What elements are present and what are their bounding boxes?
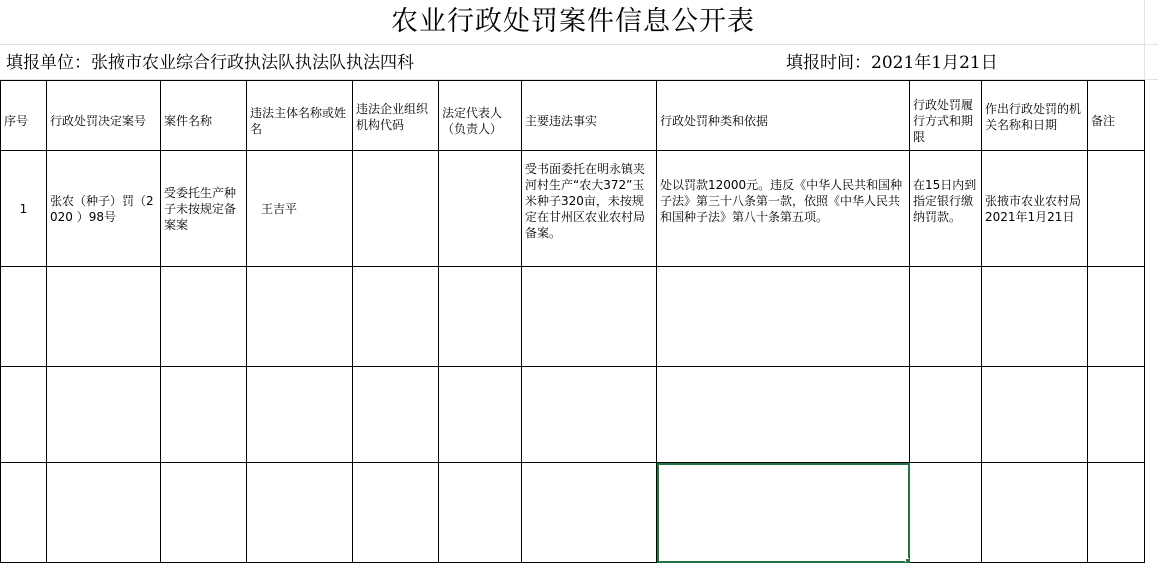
empty-cell[interactable] (47, 463, 161, 563)
header-org-code[interactable]: 违法企业组织机构代码 (353, 81, 439, 151)
table-row (1, 267, 1145, 367)
header-decision-no[interactable]: 行政处罚决定案号 (47, 81, 161, 151)
empty-cell[interactable] (247, 367, 353, 463)
empty-cell[interactable] (982, 367, 1088, 463)
empty-cell[interactable] (1088, 267, 1145, 367)
empty-cell[interactable] (247, 267, 353, 367)
empty-cell[interactable] (910, 367, 982, 463)
empty-cell[interactable] (1088, 463, 1145, 563)
empty-cell[interactable] (47, 267, 161, 367)
header-row (1, 81, 1145, 151)
header-penalty-basis[interactable]: 行政处罚种类和依据 (657, 81, 910, 151)
empty-cell[interactable] (439, 463, 522, 563)
empty-cell[interactable] (910, 463, 982, 563)
reporting-unit: 填报单位：张掖市农业综合行政执法队执法队执法四科 (6, 53, 414, 73)
empty-cell[interactable] (982, 463, 1088, 563)
page-title: 农业行政处罚案件信息公开表 (391, 6, 755, 37)
header-subject-name[interactable]: 违法主体名称或姓名 (247, 81, 353, 151)
empty-cell[interactable] (522, 367, 657, 463)
empty-cell[interactable] (353, 267, 439, 367)
cell-authority[interactable]: 张掖市农业农村局 2021年1月21日 (982, 151, 1088, 267)
header-case-name[interactable]: 案件名称 (161, 81, 247, 151)
empty-cell[interactable] (247, 463, 353, 563)
empty-cell[interactable] (982, 267, 1088, 367)
selected-cell[interactable] (657, 463, 910, 563)
header-legal-rep[interactable]: 法定代表人（负责人） (439, 81, 522, 151)
header-seq[interactable]: 序号 (1, 81, 47, 151)
empty-cell[interactable] (657, 267, 910, 367)
fill-handle[interactable] (905, 558, 910, 563)
header-remarks[interactable]: 备注 (1088, 81, 1145, 151)
table-row (1, 463, 1145, 563)
empty-cell[interactable] (1, 463, 47, 563)
empty-cell[interactable] (1, 367, 47, 463)
cell-subject-name[interactable]: 王吉平 (247, 151, 353, 267)
empty-cell[interactable] (1, 267, 47, 367)
cell-case-name[interactable]: 受委托生产种子未按规定备案案 (161, 151, 247, 267)
table-row (1, 367, 1145, 463)
cell-remarks[interactable] (1088, 151, 1145, 267)
header-authority[interactable]: 作出行政处罚的机关名称和日期 (982, 81, 1088, 151)
cell-org-code[interactable] (353, 151, 439, 267)
header-execution[interactable]: 行政处罚履行方式和期限 (910, 81, 982, 151)
empty-cell[interactable] (522, 463, 657, 563)
empty-cell[interactable] (522, 267, 657, 367)
cell-decision-no[interactable]: 张农（种子）罚（2020 ）98号 (47, 151, 161, 267)
header-facts[interactable]: 主要违法事实 (522, 81, 657, 151)
empty-cell[interactable] (161, 267, 247, 367)
empty-cell[interactable] (657, 367, 910, 463)
table-row (1, 151, 1145, 267)
reporting-time: 填报时间：2021年1月21日 (786, 53, 998, 73)
empty-cell[interactable] (353, 463, 439, 563)
empty-cell[interactable] (47, 367, 161, 463)
cell-penalty-basis[interactable]: 处以罚款12000元。违反《中华人民共和国种子法》第三十八条第一款，依照《中华人民共和国种子法》第八十条第五项。 (657, 151, 910, 267)
cell-facts[interactable]: 受书面委托在明永镇夹河村生产“农大372”玉米种子320亩，未按规定在甘州区农业农村局备案。 (522, 151, 657, 267)
empty-cell[interactable] (161, 463, 247, 563)
empty-cell[interactable] (439, 367, 522, 463)
penalty-table (0, 80, 1145, 563)
empty-cell[interactable] (161, 367, 247, 463)
empty-cell[interactable] (910, 267, 982, 367)
cell-seq[interactable]: 1 (1, 151, 47, 267)
empty-cell[interactable] (439, 267, 522, 367)
empty-cell[interactable] (353, 367, 439, 463)
empty-cell[interactable] (1088, 367, 1145, 463)
cell-execution[interactable]: 在15日内到指定银行缴纳罚款。 (910, 151, 982, 267)
cell-legal-rep[interactable] (439, 151, 522, 267)
